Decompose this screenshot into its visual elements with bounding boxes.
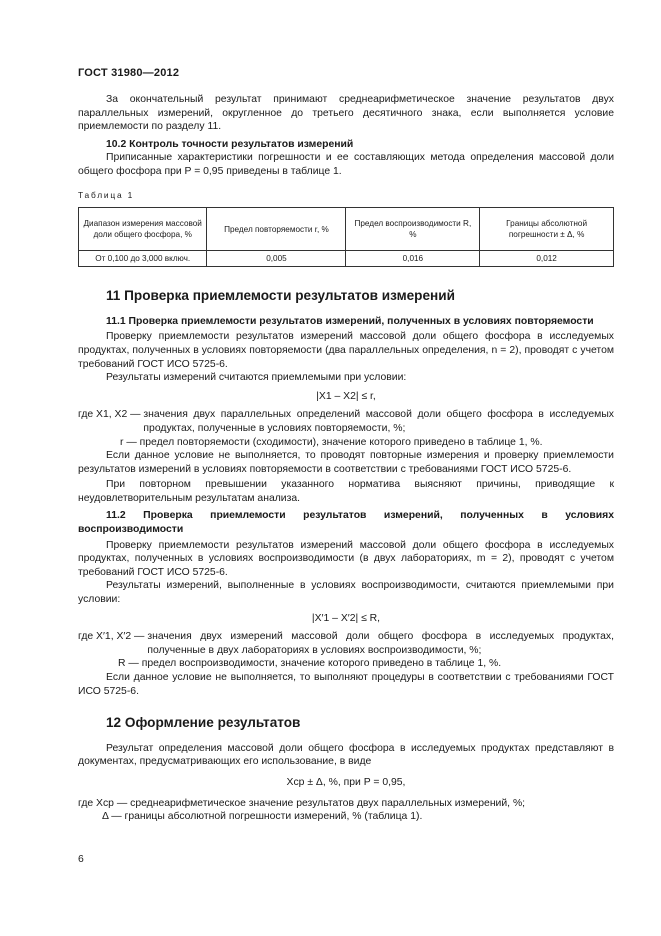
formula-legend-item bbox=[78, 630, 614, 657]
intro-paragraph: За окончательный результат принимают среднеарифметическое значение результатов двух параллельных измерений, округленное до третьего десятичного знака, если выполняется условие приемлемости по разделу 11. bbox=[78, 94, 614, 133]
section-12-heading: 12 Оформление результатов bbox=[106, 715, 301, 731]
section-11-1-paragraph: Если данное условие не выполняется, то проводят повторные измерения и проверку приемлемости результатов измерений в условиях повторяемости в соответствии с требованиями ГОСТ ИСО 5725-6. bbox=[78, 450, 614, 475]
legend-label: где Xср — bbox=[78, 797, 128, 809]
repeatability-formula: |X1 – X2| ≤ r, bbox=[316, 390, 376, 402]
reproducibility-formula: |X′1 – X′2| ≤ R, bbox=[311, 612, 381, 624]
table-header-cell: Границы абсолютной погрешности ± Δ, % bbox=[480, 208, 614, 251]
table-1 bbox=[78, 207, 614, 267]
section-11-heading: 11 Проверка приемлемости результатов измерений bbox=[106, 288, 455, 304]
legend-text: предел повторяемости (сходимости), значение которого приведено в таблице 1, %. bbox=[139, 436, 543, 448]
legend-label: r — bbox=[120, 436, 137, 448]
section-11-2-paragraph: Проверку приемлемости результатов измерений массовой доли общего фосфора в исследуемых продуктах, полученных в условиях воспроизводимости (в двух лабораториях, m = 2), проводят с учетом требований ГОСТ ИСО 5725-6. bbox=[78, 539, 614, 578]
section-10-2-heading: 10.2 Контроль точности результатов измерений bbox=[106, 138, 354, 150]
table-header-cell: Предел воспроизводимости R, % bbox=[346, 208, 480, 251]
section-11-1-paragraph: При повторном превышении указанного норматива выясняют причины, приводящие к неудовлетворительным результатам анализа. bbox=[78, 479, 614, 504]
table-row bbox=[79, 251, 614, 267]
table-header-cell: Диапазон измерения массовой доли общего фосфора, % bbox=[79, 208, 207, 251]
formula-legend-item bbox=[78, 436, 614, 450]
table-cell: 0,016 bbox=[346, 251, 480, 267]
legend-text: границы абсолютной погрешности измерений, % (таблица 1). bbox=[124, 811, 423, 823]
legend-label: где X1, X2 — bbox=[78, 409, 141, 421]
legend-text: предел воспроизводимости, значение которого приведено в таблице 1, %. bbox=[141, 658, 502, 670]
page-number: 6 bbox=[78, 854, 84, 865]
legend-label: где X′1, X′2 — bbox=[78, 631, 145, 643]
formula-legend-item bbox=[78, 408, 614, 435]
section-11-2-paragraph: Результаты измерений, выполненные в условиях воспроизводимости, считаются приемлемыми при условии: bbox=[78, 580, 614, 606]
section-11-1-paragraph: Результаты измерений считаются приемлемыми при условии: bbox=[106, 372, 407, 384]
table-header-row bbox=[79, 208, 614, 251]
legend-text: значения двух параллельных определений массовой доли общего фосфора в исследуемых продуктах, полученные в условиях повторяемости, %; bbox=[143, 409, 614, 434]
table-header-cell: Предел повторяемости r, % bbox=[207, 208, 346, 251]
formula-legend-item bbox=[78, 657, 614, 671]
legend-text: среднеарифметическое значение результатов двух параллельных измерений, %; bbox=[130, 797, 526, 809]
document-body bbox=[78, 93, 614, 824]
section-11-2-paragraph: Если данное условие не выполняется, то выполняют процедуры в соответствии с требованиями ГОСТ ИСО 5725-6. bbox=[78, 672, 614, 697]
legend-label: R — bbox=[118, 658, 139, 670]
table-cell: 0,005 bbox=[207, 251, 346, 267]
document-header: ГОСТ 31980—2012 bbox=[78, 67, 180, 79]
legend-text: значения двух измерений массовой доли общего фосфора в исследуемых продуктах, полученные в двух лабораториях в условиях воспроизводимости, %; bbox=[147, 631, 614, 656]
result-formula: Xср ± Δ, %, при P = 0,95, bbox=[286, 776, 406, 788]
section-10-2-text: Приписанные характеристики погрешности и ее составляющих метода определения массовой доли общего фосфора при P = 0,95 приведены в таблице 1. bbox=[78, 152, 614, 177]
table-cell: От 0,100 до 3,000 включ. bbox=[79, 251, 207, 267]
section-12-paragraph: Результат определения массовой доли общего фосфора в исследуемых продуктах представляют в документах, предусматривающих его использование, в виде bbox=[78, 742, 614, 768]
section-11-2-heading: 11.2 Проверка приемлемости результатов измерений, полученных в условиях воспроизводимости bbox=[78, 510, 614, 536]
formula-legend-item bbox=[78, 810, 614, 824]
section-11-1-heading: 11.1 Проверка приемлемости результатов измерений, полученных в условиях повторяемости bbox=[106, 315, 594, 327]
table-cell: 0,012 bbox=[480, 251, 614, 267]
table-1-caption: Таблица 1 bbox=[78, 189, 135, 200]
section-11-1-paragraph: Проверку приемлемости результатов измерений массовой доли общего фосфора в исследуемых продуктах, полученных в условиях повторяемости (два параллельных определения, n = 2), проводят с учетом требований ГОСТ ИСО 5725-6. bbox=[78, 331, 614, 370]
formula-legend-item bbox=[78, 797, 614, 811]
legend-label: Δ — bbox=[102, 811, 122, 823]
